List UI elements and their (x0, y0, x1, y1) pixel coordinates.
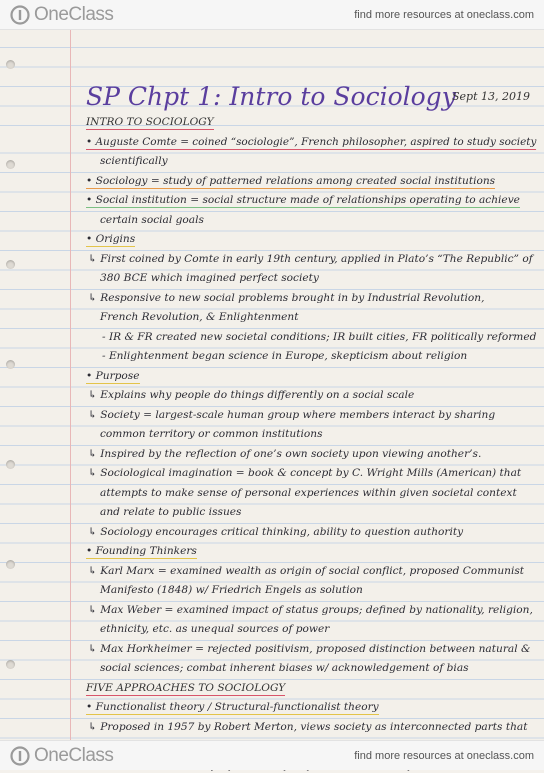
note-line: • Origins (86, 233, 136, 245)
oneclass-logo-text: OneClass (34, 3, 114, 25)
note-line: ethnicity, etc. as unequal sources of power (100, 623, 330, 635)
top-watermark-bar (0, 0, 544, 30)
oneclass-logo-icon (10, 746, 30, 766)
note-line: - IR & FR created new societal conditions; IR built cities, FR politically reformed (102, 330, 537, 343)
note-line: • Purpose (86, 369, 140, 382)
promo-link[interactable]: find more resources at oneclass.com (354, 8, 534, 21)
note-line: - Enlightenment began science in Europe, skepticism about religion (102, 350, 468, 362)
note-line: ↳ Responsive to new social problems brought in by Industrial Revolution, (88, 291, 485, 304)
binder-hole (6, 260, 15, 269)
binder-hole (6, 360, 15, 369)
note-line: common territory or common institutions (100, 428, 323, 440)
promo-link[interactable]: find more resources at oneclass.com (354, 749, 534, 762)
note-line: ↳ Max Horkheimer = rejected positivism, proposed distinction between natural & (88, 642, 531, 655)
binder-hole (6, 460, 15, 469)
note-line: Manifesto (1848) w/ Friedrich Engels as solution (100, 584, 363, 596)
note-line: ↳ Proposed in 1957 by Robert Merton, views society as interconnected parts that (88, 720, 528, 733)
note-line: French Revolution, & Enlightenment (100, 311, 299, 323)
note-line: ↳ Society = largest-scale human group where members interact by sharing (88, 408, 496, 421)
note-line: • Sociology = study of patterned relations among created social institutions (86, 174, 496, 187)
note-line: attempts to make sense of personal experiences within given societal context (100, 486, 517, 499)
note-line: ↳ Explains why people do things differently on a social scale (88, 389, 415, 401)
note-date: Sept 13, 2019 (452, 90, 530, 103)
note-line: ↳ Sociological imagination = book & concept by C. Wright Mills (American) that (88, 467, 522, 479)
oneclass-logo[interactable] (10, 4, 113, 26)
notebook-page (0, 30, 544, 740)
section-heading: INTRO TO SOCIOLOGY (86, 116, 214, 128)
note-line: ↳ First coined by Comte in early 19th century, applied in Plato’s “The Republic” of (88, 252, 533, 265)
note-line: scientifically (100, 155, 168, 167)
note-line: ↳ Karl Marx = examined wealth as origin of social conflict, proposed Communist (88, 564, 525, 577)
note-line: ↳ Max Weber = examined impact of status groups; defined by nationality, religion, (88, 603, 533, 616)
binder-hole (6, 60, 15, 69)
note-line: ↳ Inspired by the reflection of one’s own society upon viewing another’s. (88, 447, 482, 460)
section-heading: FIVE APPROACHES TO SOCIOLOGY (86, 681, 286, 694)
binder-hole (6, 160, 15, 169)
bottom-watermark-bar (0, 740, 544, 770)
margin-line (70, 30, 71, 740)
oneclass-logo-text: OneClass (34, 744, 114, 766)
note-title: SP Chpt 1: Intro to Sociology (86, 82, 456, 111)
note-line: 380 BCE which imagined perfect society (100, 272, 319, 284)
note-line: • Social institution = social structure made of relationships operating to achieve (86, 194, 520, 206)
oneclass-logo[interactable] (10, 745, 113, 767)
note-line: social sciences; combat inherent biases w/ acknowledgement of bias (100, 662, 469, 674)
note-line: certain social goals (100, 213, 204, 226)
binder-hole (6, 560, 15, 569)
binder-holes (0, 30, 22, 740)
note-line: and relate to public issues (100, 506, 242, 518)
oneclass-logo-icon (10, 5, 30, 25)
note-line: • Auguste Comte = coined “sociologie”, French philosopher, aspired to study society (86, 135, 537, 148)
binder-hole (6, 660, 15, 669)
note-line: ↳ Sociology encourages critical thinking, ability to question authority (88, 525, 464, 538)
note-line: • Functionalist theory / Structural-functionalist theory (86, 701, 379, 713)
note-line: • Founding Thinkers (86, 545, 197, 557)
